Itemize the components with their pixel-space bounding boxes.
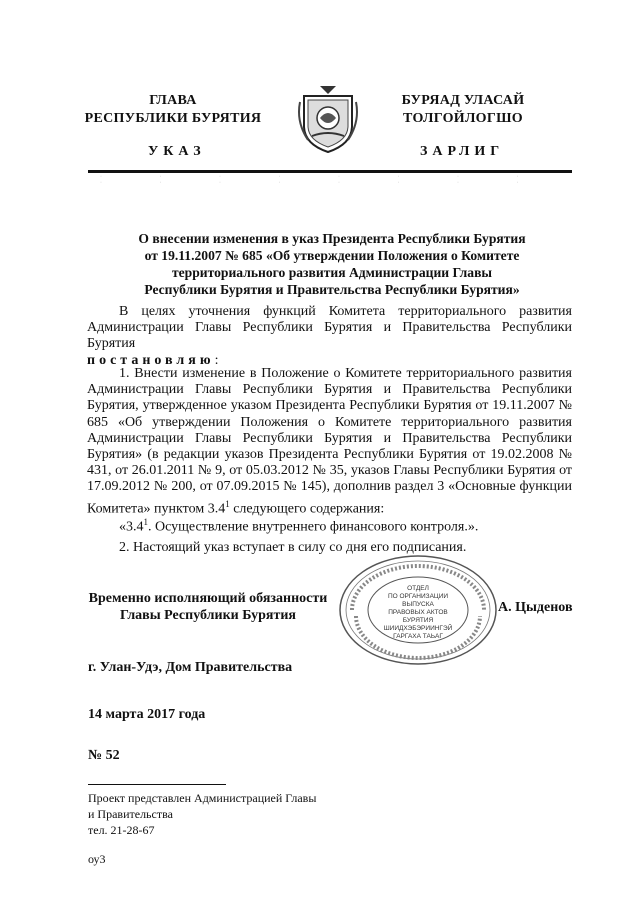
quote-end: . Осуществление внутреннего финансового контроля.». xyxy=(148,519,479,535)
item2-paragraph xyxy=(87,540,572,556)
place-of-signing: г. Улан-Удэ, Дом Правительства xyxy=(88,660,293,675)
title-line: О внесении изменения в указ Президента Республики Бурятия xyxy=(138,231,526,246)
document-code: оу3 xyxy=(88,852,106,866)
preamble-text: В целях уточнения функций Комитета территориального развития Администрации Главы Республики Бурятия и Правительства Республики Бурятия xyxy=(87,304,572,352)
title-line: от 19.11.2007 № 685 «Об утверждении Положения о Комитете xyxy=(144,248,520,263)
signatory-name: А. Цыденов xyxy=(498,600,573,615)
item1-superscript: 1 xyxy=(225,498,230,509)
decree-date: 14 марта 2017 года xyxy=(88,707,206,722)
item2-text: 2. Настоящий указ вступает в силу со дня его подписания. xyxy=(119,540,467,555)
item1-paragraph xyxy=(87,366,572,517)
header-dots: · · · · · · · · · · · · · · · · xyxy=(100,174,547,186)
title-line: Республики Бурятия и Правительства Республики Бурятия» xyxy=(144,282,520,297)
stamp-line: ГАРГАХА ТАЬАГ xyxy=(393,633,443,640)
stamp-line: ВЫПУСКА xyxy=(402,601,434,608)
quote-paragraph xyxy=(87,514,572,536)
quote-superscript: 1 xyxy=(143,517,148,527)
signatory-position xyxy=(88,590,328,624)
decree-colon: : xyxy=(214,352,219,368)
header-right-line1: БУРЯАД УЛАСАЙ xyxy=(401,93,525,108)
footer-line: Проект представлен Администрацией Главы xyxy=(88,791,317,805)
header-left-line1: ГЛАВА xyxy=(149,93,197,108)
header-left-line2: РЕСПУБЛИКИ БУРЯТИЯ xyxy=(84,111,262,126)
header-right xyxy=(378,92,548,128)
preamble-paragraph xyxy=(87,304,572,369)
quote-start: «3.4 xyxy=(119,519,144,535)
document-type-right: ЗАРЛИГ xyxy=(420,144,505,159)
footer-line: тел. 21-28-67 xyxy=(88,823,155,837)
stamp-line: ШИИДХЭБЭРИИНГЭЙ xyxy=(383,625,453,632)
stamp-line: ОТДЕЛ xyxy=(407,585,429,592)
title-line: территориального развития Администрации Главы xyxy=(171,265,493,280)
coat-of-arms-emblem xyxy=(294,82,362,154)
header-right-line2: ТОЛГОЙЛОГШО xyxy=(403,111,523,126)
decree-number: № 52 xyxy=(88,748,120,763)
item1-text: 1. Внести изменение в Положение о Комитете территориального развития Администрации Главы Республики Бурятия и Правительства Республики Бурятия, утвержденное указом Президента Республики Бурятия от 19.11.2007 № 685 «Об утверждении Положения о Комитете территориального развития Администрации Главы Республики Бурятия и Правительства Республики Бурятия» (в редакции указов Президента Республики Бурятия от 19.02.2008 № 431, от 26.01.2011 № 9, от 05.03.2012 № 35, указов Главы Республики Бурятия от 17.09.2012 № 200, от 07.09.2015 № 145), дополнив раздел 3 «Основные функции Комитета» пунктом 3.4 xyxy=(87,366,572,517)
stamp-line: БУРЯТИЯ xyxy=(402,617,434,624)
footer-divider xyxy=(88,784,226,785)
document-title xyxy=(96,230,568,298)
header-divider xyxy=(88,170,572,173)
decree-word: постановляю xyxy=(87,352,215,368)
header-left xyxy=(78,92,268,128)
position-line: Главы Республики Бурятия xyxy=(119,608,296,623)
stamp-line: ПО ОРГАНИЗАЦИИ xyxy=(387,593,449,600)
stamp-line: ПРАВОВЫХ АКТОВ xyxy=(388,609,448,616)
footer-note xyxy=(88,790,316,838)
position-line: Временно исполняющий обязанности xyxy=(88,591,328,606)
document-type-left: УКАЗ xyxy=(148,144,206,159)
official-stamp xyxy=(338,554,498,666)
footer-line: и Правительства xyxy=(88,807,173,821)
item1-tail: следующего содержания: xyxy=(229,501,385,517)
